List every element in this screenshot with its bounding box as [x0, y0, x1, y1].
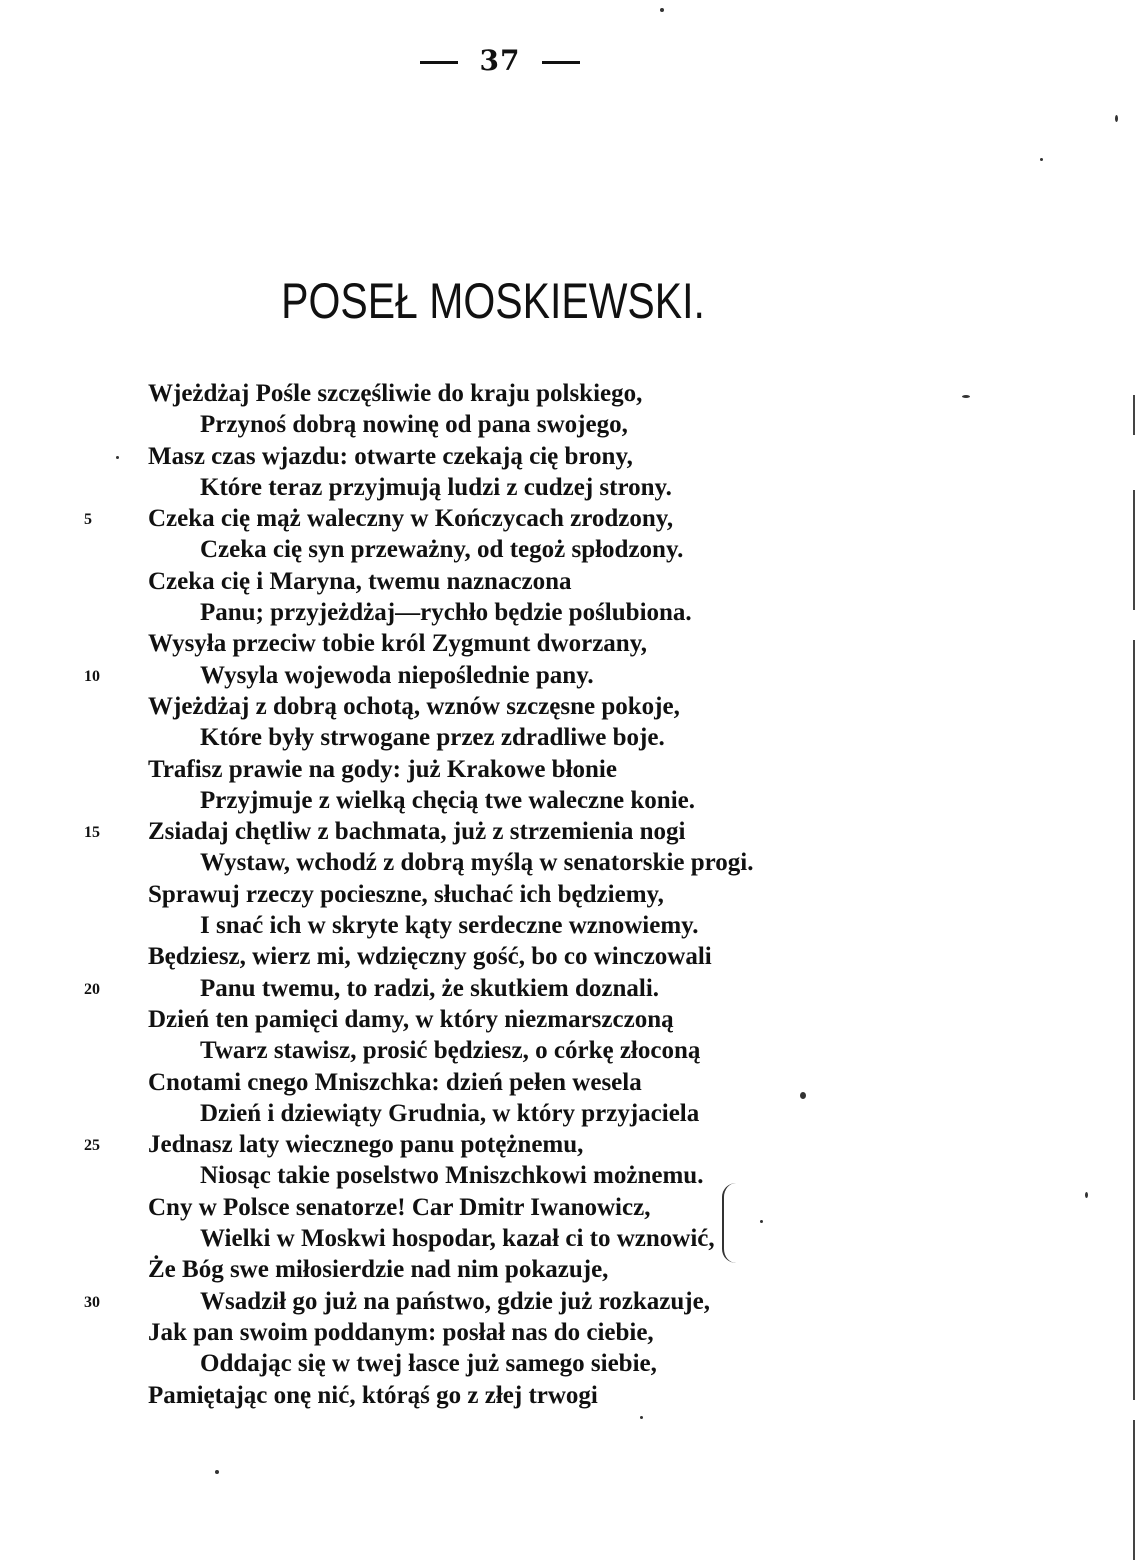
poem-line	[0, 441, 1140, 472]
scan-speck	[962, 395, 970, 398]
scan-speck	[640, 1416, 643, 1419]
scan-speck	[1040, 158, 1043, 161]
poem-line-text: Cnotami cnego Mniszchka: dzień pełen wesela	[148, 1068, 642, 1096]
poem-line	[0, 628, 1140, 659]
poem-line	[0, 1129, 1140, 1160]
poem-line-text: Dzień ten pamięci damy, w który niezmarszczoną	[148, 1005, 674, 1033]
scan-speck	[215, 1470, 219, 1474]
poem-line-text: Masz czas wjazdu: otwarte czekają cię brony,	[148, 442, 633, 470]
poem-line-text: Że Bóg swe miłosierdzie nad nim pokazuje,	[148, 1256, 609, 1284]
line-number: 15	[84, 824, 100, 842]
page-number-dash-right	[542, 61, 580, 64]
poem-line-text: Wielki w Moskwi hospodar, kazał ci to wznowić,	[200, 1225, 715, 1253]
scan-speck	[760, 1220, 763, 1223]
poem-line-text: Panu twemu, to radzi, że skutkiem doznali.	[200, 974, 660, 1002]
poem-line	[0, 847, 1140, 878]
poem-line-text: Jak pan swoim poddanym: posłał nas do ciebie,	[148, 1318, 654, 1346]
poem-line-text: Wysyla wojewoda niepoślednie pany.	[200, 661, 594, 689]
page-number-dash-left	[420, 61, 458, 64]
poem-line-text: Czeka cię syn przeważny, od tegoż spłodzony.	[200, 536, 684, 564]
poem-line-text: Wsadził go już na państwo, gdzie już rozkazuje,	[200, 1287, 710, 1315]
poem-title: POSEŁ MOSKIEWSKI.	[281, 273, 705, 329]
poem-line	[0, 1286, 1140, 1317]
poem-line	[0, 597, 1140, 628]
poem-line-text: Wystaw, wchodź z dobrą myślą w senatorskie progi.	[200, 849, 754, 877]
poem-line-text: Niosąc takie poselstwo Mniszchkowi możnemu.	[200, 1162, 704, 1190]
line-number: 20	[84, 980, 100, 998]
scan-speck	[116, 456, 119, 459]
poem-line-text: Jednasz laty wiecznego panu potężnemu,	[148, 1131, 584, 1159]
poem-line	[0, 941, 1140, 972]
poem-line	[0, 1004, 1140, 1035]
poem-line-text: Wysyła przeciw tobie król Zygmunt dworzany,	[148, 630, 648, 658]
poem-line	[0, 973, 1140, 1004]
poem-line	[0, 1098, 1140, 1129]
poem-line-text: I snać ich w skryte kąty serdeczne wznowiemy.	[200, 912, 699, 940]
poem-line-text: Oddając się w twej łasce już samego siebie,	[200, 1350, 657, 1378]
scan-speck	[800, 1092, 806, 1099]
poem-line-text: Zsiadaj chętliw z bachmata, już z strzemienia nogi	[148, 818, 686, 846]
poem-line	[0, 409, 1140, 440]
scan-edge-mark	[1133, 395, 1135, 435]
poem-line-text: Które były strwogane przez zdradliwe boje.	[200, 724, 665, 752]
poem-line	[0, 754, 1140, 785]
margin-bracket	[722, 1183, 738, 1263]
poem-line-text: Trafisz prawie na gody: już Krakowe błonie	[148, 755, 617, 783]
poem-line-text: Wjeżdżaj z dobrą ochotą, wznów szczęsne pokoje,	[148, 692, 680, 720]
page-number	[0, 44, 1000, 77]
poem-line-text: Sprawuj rzeczy pocieszne, słuchać ich będziemy,	[148, 880, 664, 908]
line-number: 10	[84, 667, 100, 685]
poem-line	[0, 472, 1140, 503]
poem-line	[0, 1067, 1140, 1098]
scan-speck	[660, 8, 664, 12]
page-number-value: 37	[479, 44, 521, 77]
poem-body	[0, 378, 1140, 1411]
poem-line	[0, 691, 1140, 722]
poem-line-text: Panu; przyjeżdżaj—rychło będzie poślubiona.	[200, 599, 692, 627]
poem-line	[0, 816, 1140, 847]
poem-line	[0, 660, 1140, 691]
poem-line	[0, 566, 1140, 597]
poem-line-text: Przyjmuje z wielką chęcią twe waleczne konie.	[200, 786, 695, 814]
scan-speck	[1115, 115, 1118, 122]
poem-line	[0, 534, 1140, 565]
poem-line	[0, 1160, 1140, 1191]
line-number: 5	[84, 511, 92, 529]
poem-line	[0, 785, 1140, 816]
poem-line	[0, 1035, 1140, 1066]
poem-line-text: Wjeżdżaj Pośle szczęśliwie do kraju polskiego,	[148, 380, 643, 407]
poem-line-text: Będziesz, wierz mi, wdzięczny gość, bo co winczowali	[148, 943, 712, 971]
line-number: 25	[84, 1137, 100, 1155]
scan-edge-mark	[1133, 490, 1135, 610]
scan-speck	[1085, 1192, 1088, 1198]
poem-line-text: Przynoś dobrą nowinę od pana swojego,	[200, 411, 628, 439]
line-number: 30	[84, 1293, 100, 1311]
poem-line-text: Które teraz przyjmują ludzi z cudzej strony.	[200, 473, 672, 501]
poem-line	[0, 1223, 1140, 1254]
poem-line	[0, 879, 1140, 910]
scan-edge-mark	[1133, 1420, 1135, 1560]
poem-line	[0, 503, 1140, 534]
poem-line	[0, 1317, 1140, 1348]
scan-edge-mark	[1133, 640, 1135, 1400]
poem-line-text: Dzień i dziewiąty Grudnia, w który przyjaciela	[200, 1099, 700, 1127]
poem-line	[0, 378, 1140, 409]
poem-line	[0, 1192, 1140, 1223]
poem-line-text: Twarz stawisz, prosić będziesz, o córkę złoconą	[200, 1037, 701, 1065]
poem-line	[0, 1380, 1140, 1411]
poem-line-text: Czeka cię i Maryna, twemu naznaczona	[148, 567, 572, 595]
poem-line	[0, 1254, 1140, 1285]
poem-line-text: Cny w Polsce senatorze! Car Dmitr Iwanowicz,	[148, 1193, 651, 1221]
poem-line-text: Czeka cię mąż waleczny w Kończycach zrodzony,	[148, 505, 674, 533]
poem-line	[0, 722, 1140, 753]
poem-line	[0, 1348, 1140, 1379]
poem-line-text: Pamiętając onę nić, którąś go z złej trwogi	[148, 1381, 598, 1409]
poem-line	[0, 910, 1140, 941]
